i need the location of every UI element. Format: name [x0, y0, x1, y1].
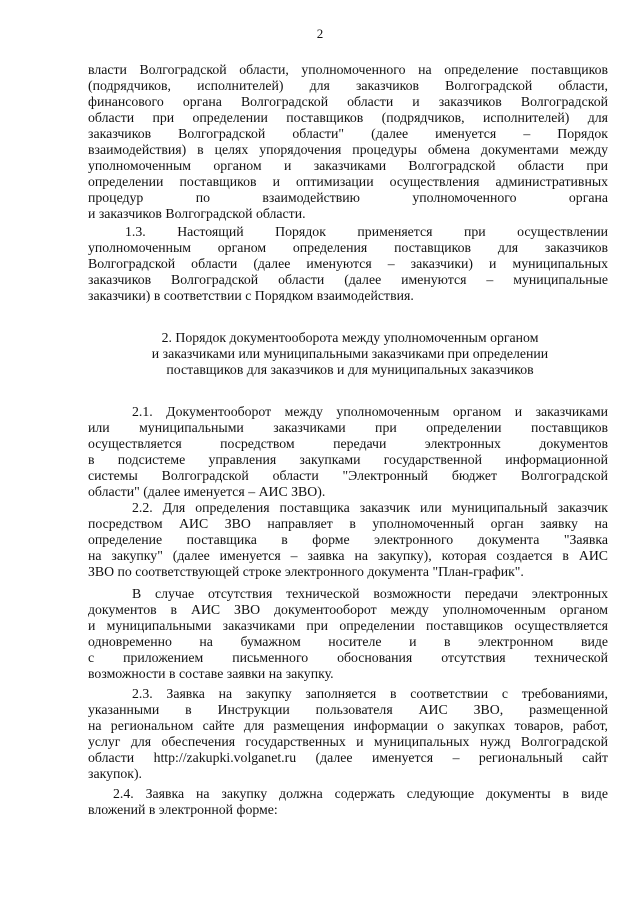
- section-heading-line: поставщиков для заказчиков и для муниципальных заказчиков: [166, 362, 534, 377]
- text-line: с приложением письменного обоснования отсутствия технической: [88, 650, 608, 665]
- text-line: и муниципальными заказчиками при определении поставщиков осуществляется: [88, 618, 608, 633]
- text-line: определение поставщика в форме электронного документа "Заявка: [88, 532, 608, 547]
- text-line: одновременно на бумажном носителе и в электронном виде: [88, 634, 608, 649]
- text-line: вложений в электронной форме:: [88, 802, 278, 817]
- text-line: определении поставщиков и оптимизации осуществления административных: [88, 174, 608, 189]
- text-line: заказчики) в соответствии с Порядком взаимодействия.: [88, 288, 414, 303]
- text-line: В случае отсутствия технической возможности передачи электронных: [132, 586, 608, 601]
- text-line: взаимодействия) в целях упорядочения процедуры обмена документами между: [88, 142, 608, 157]
- text-line: осуществляется посредством передачи электронных документов: [88, 436, 608, 451]
- text-line: в подсистеме управления закупками государственной информационной: [88, 452, 608, 467]
- text-line: 2.1. Документооборот между уполномоченным органом и заказчиками: [132, 404, 608, 419]
- text-line: области http://zakupki.volganet.ru (далее именуется – региональный сайт: [88, 750, 608, 765]
- text-line: и заказчиков Волгоградской области.: [88, 206, 306, 221]
- text-line: заказчиков Волгоградской области" (далее именуется – Порядок: [88, 126, 608, 141]
- text-line: 2.2. Для определения поставщика заказчик или муниципальный заказчик: [132, 500, 608, 515]
- text-line: документов в АИС ЗВО документооборот между уполномоченным органом: [88, 602, 608, 617]
- text-line: уполномоченным органом и заказчиками Волгоградской области при: [88, 158, 608, 173]
- text-line: указанными в Инструкции пользователя АИС ЗВО, размещенной: [88, 702, 608, 717]
- text-line: финансового органа Волгоградской области и заказчиков Волгоградской: [88, 94, 608, 109]
- text-line: уполномоченным органом определения поставщиков для заказчиков: [88, 240, 608, 255]
- text-line: посредством АИС ЗВО направляет в уполномоченный орган заявку на: [88, 516, 608, 531]
- text-line: на закупку" (далее именуется – заявка на закупку), которая создается в АИС: [88, 548, 608, 563]
- text-line: области" (далее именуется – АИС ЗВО).: [88, 484, 326, 499]
- text-line: 2.3. Заявка на закупку заполняется в соответствии с требованиями,: [132, 686, 608, 701]
- text-line: 1.3. Настоящий Порядок применяется при осуществлении: [125, 224, 608, 239]
- page-number: 2: [316, 26, 324, 41]
- text-line: ЗВО по соответствующей строке электронного документа "План-график".: [88, 564, 524, 579]
- text-line: власти Волгоградской области, уполномоченного на определение поставщиков: [88, 62, 608, 77]
- text-line: возможности в составе заявки на закупку.: [88, 666, 334, 681]
- text-line: системы Волгоградской области "Электронный бюджет Волгоградской: [88, 468, 608, 483]
- text-line: области при определении поставщиков (подрядчиков, исполнителей) для: [88, 110, 608, 125]
- text-line: Волгоградской области (далее именуются – заказчики) и муниципальных: [88, 256, 608, 271]
- text-line: на региональном сайте для размещения информации о закупках товаров, работ,: [88, 718, 608, 733]
- text-line: процедур по взаимодействию уполномоченного органа: [88, 190, 608, 205]
- text-line: или муниципальными заказчиками при определении поставщиков: [88, 420, 608, 435]
- text-line: закупок).: [88, 766, 143, 781]
- section-heading-line: и заказчиками или муниципальными заказчиками при определении: [151, 346, 549, 361]
- text-line: (подрядчиков, исполнителей) для заказчиков Волгоградской области,: [88, 78, 608, 93]
- text-line: заказчиков Волгоградской области (далее именуются – муниципальные: [88, 272, 608, 287]
- section-heading-line: 2. Порядок документооборота между уполномоченным органом: [161, 330, 539, 345]
- text-line: услуг для обеспечения государственных и муниципальных нужд Волгоградской: [88, 734, 608, 749]
- text-line: 2.4. Заявка на закупку должна содержать следующие документы в виде: [113, 786, 608, 801]
